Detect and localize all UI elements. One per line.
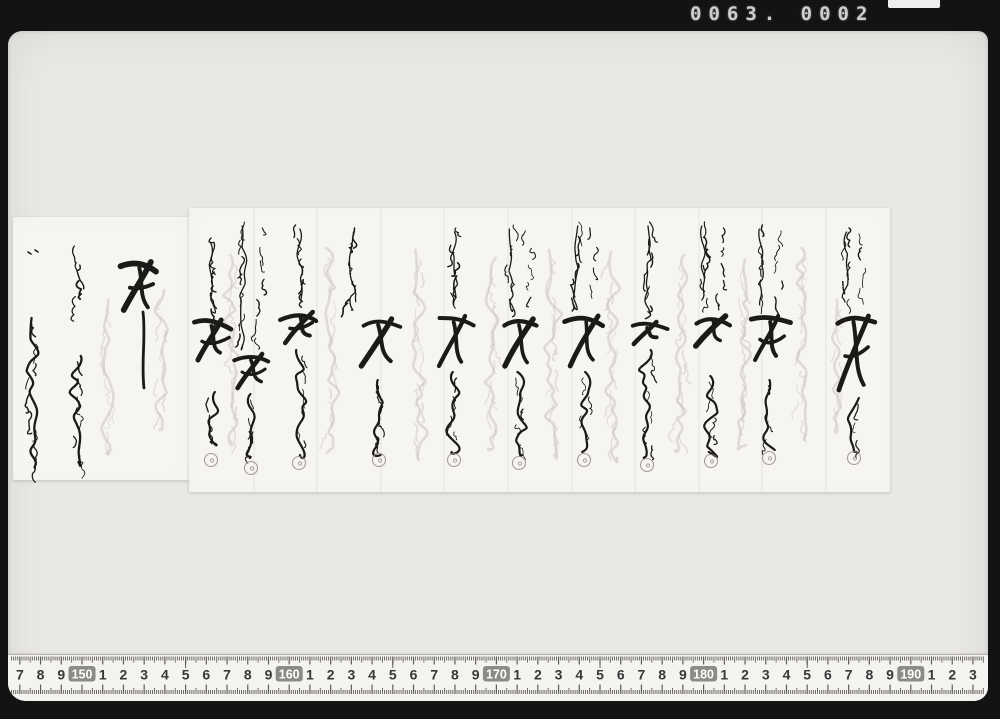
ruler-number: 7 [223, 666, 231, 683]
ruler-number: 3 [969, 666, 977, 683]
document-paper-left [13, 217, 191, 480]
svg-text:180: 180 [693, 667, 715, 682]
ruler-number: 6 [409, 666, 418, 683]
ruler-marks [8, 655, 988, 701]
fold-crease [443, 208, 445, 492]
ruler-number: 2 [326, 666, 335, 683]
fold-crease [825, 208, 827, 492]
ruler-tape [8, 654, 988, 701]
ruler-number: 7 [844, 666, 853, 683]
ruler-number: 5 [803, 666, 812, 683]
ruler-number: 6 [202, 666, 211, 683]
ruler-number: 8 [36, 666, 45, 683]
ruler-decade-badge [897, 666, 924, 682]
film-edge-tab [888, 0, 940, 8]
ruler-number: 3 [761, 666, 770, 683]
ruler-decade-badge [69, 666, 96, 682]
ruler-number: 1 [98, 666, 107, 683]
ruler-number: 9 [471, 666, 480, 683]
fold-crease [316, 208, 318, 492]
ruler-number: 1 [720, 666, 729, 683]
ruler-number: 3 [554, 666, 563, 683]
ruler-number: 4 [782, 666, 791, 683]
ruler-number: 9 [678, 666, 687, 683]
ruler-number: 9 [886, 666, 894, 683]
ruler-number: 8 [865, 666, 874, 683]
fold-crease [253, 208, 255, 492]
ruler-number: 8 [658, 666, 667, 683]
ruler-number: 7 [15, 666, 24, 683]
document-paper-main [189, 208, 890, 492]
ruler-number: 5 [596, 666, 604, 683]
ruler-number: 2 [948, 666, 957, 683]
ruler-number: 2 [119, 666, 128, 683]
svg-text:170: 170 [485, 667, 507, 682]
film-frame-counter: 0063. 0002 [690, 3, 875, 25]
ruler-number: 3 [347, 666, 356, 683]
ruler-decade-badge [483, 666, 510, 682]
fold-crease [634, 208, 636, 492]
svg-text:150: 150 [71, 667, 93, 682]
photograph-area [8, 31, 988, 701]
ruler-number: 9 [57, 666, 66, 683]
fold-crease [380, 208, 382, 492]
ruler-number: 5 [181, 666, 190, 683]
ruler-number: 9 [264, 666, 273, 683]
fold-crease [761, 208, 763, 492]
ruler-number: 1 [306, 666, 314, 683]
ruler-number: 1 [513, 666, 522, 683]
ruler-number: 4 [160, 666, 169, 683]
fold-crease [571, 208, 573, 492]
ruler-number: 7 [430, 666, 439, 683]
svg-text:190: 190 [900, 667, 922, 682]
svg-text:160: 160 [278, 667, 300, 682]
ruler-number: 8 [243, 666, 252, 683]
ruler-number: 1 [927, 666, 936, 683]
ruler-number: 2 [533, 666, 542, 683]
ruler-numbers [16, 666, 977, 683]
ruler-decade-badge [276, 666, 303, 682]
ruler-number: 4 [368, 666, 376, 683]
ruler-number: 7 [637, 666, 646, 683]
ruler-decade-badge [690, 666, 717, 682]
ruler-number: 4 [575, 666, 584, 683]
ruler-number: 2 [741, 666, 749, 683]
ruler-number: 8 [451, 666, 459, 683]
ruler-number: 3 [140, 666, 149, 683]
fold-crease [507, 208, 509, 492]
ruler-number: 6 [616, 666, 625, 683]
ruler-number: 5 [388, 666, 397, 683]
ruler-number: 6 [824, 666, 832, 683]
fold-crease [698, 208, 700, 492]
